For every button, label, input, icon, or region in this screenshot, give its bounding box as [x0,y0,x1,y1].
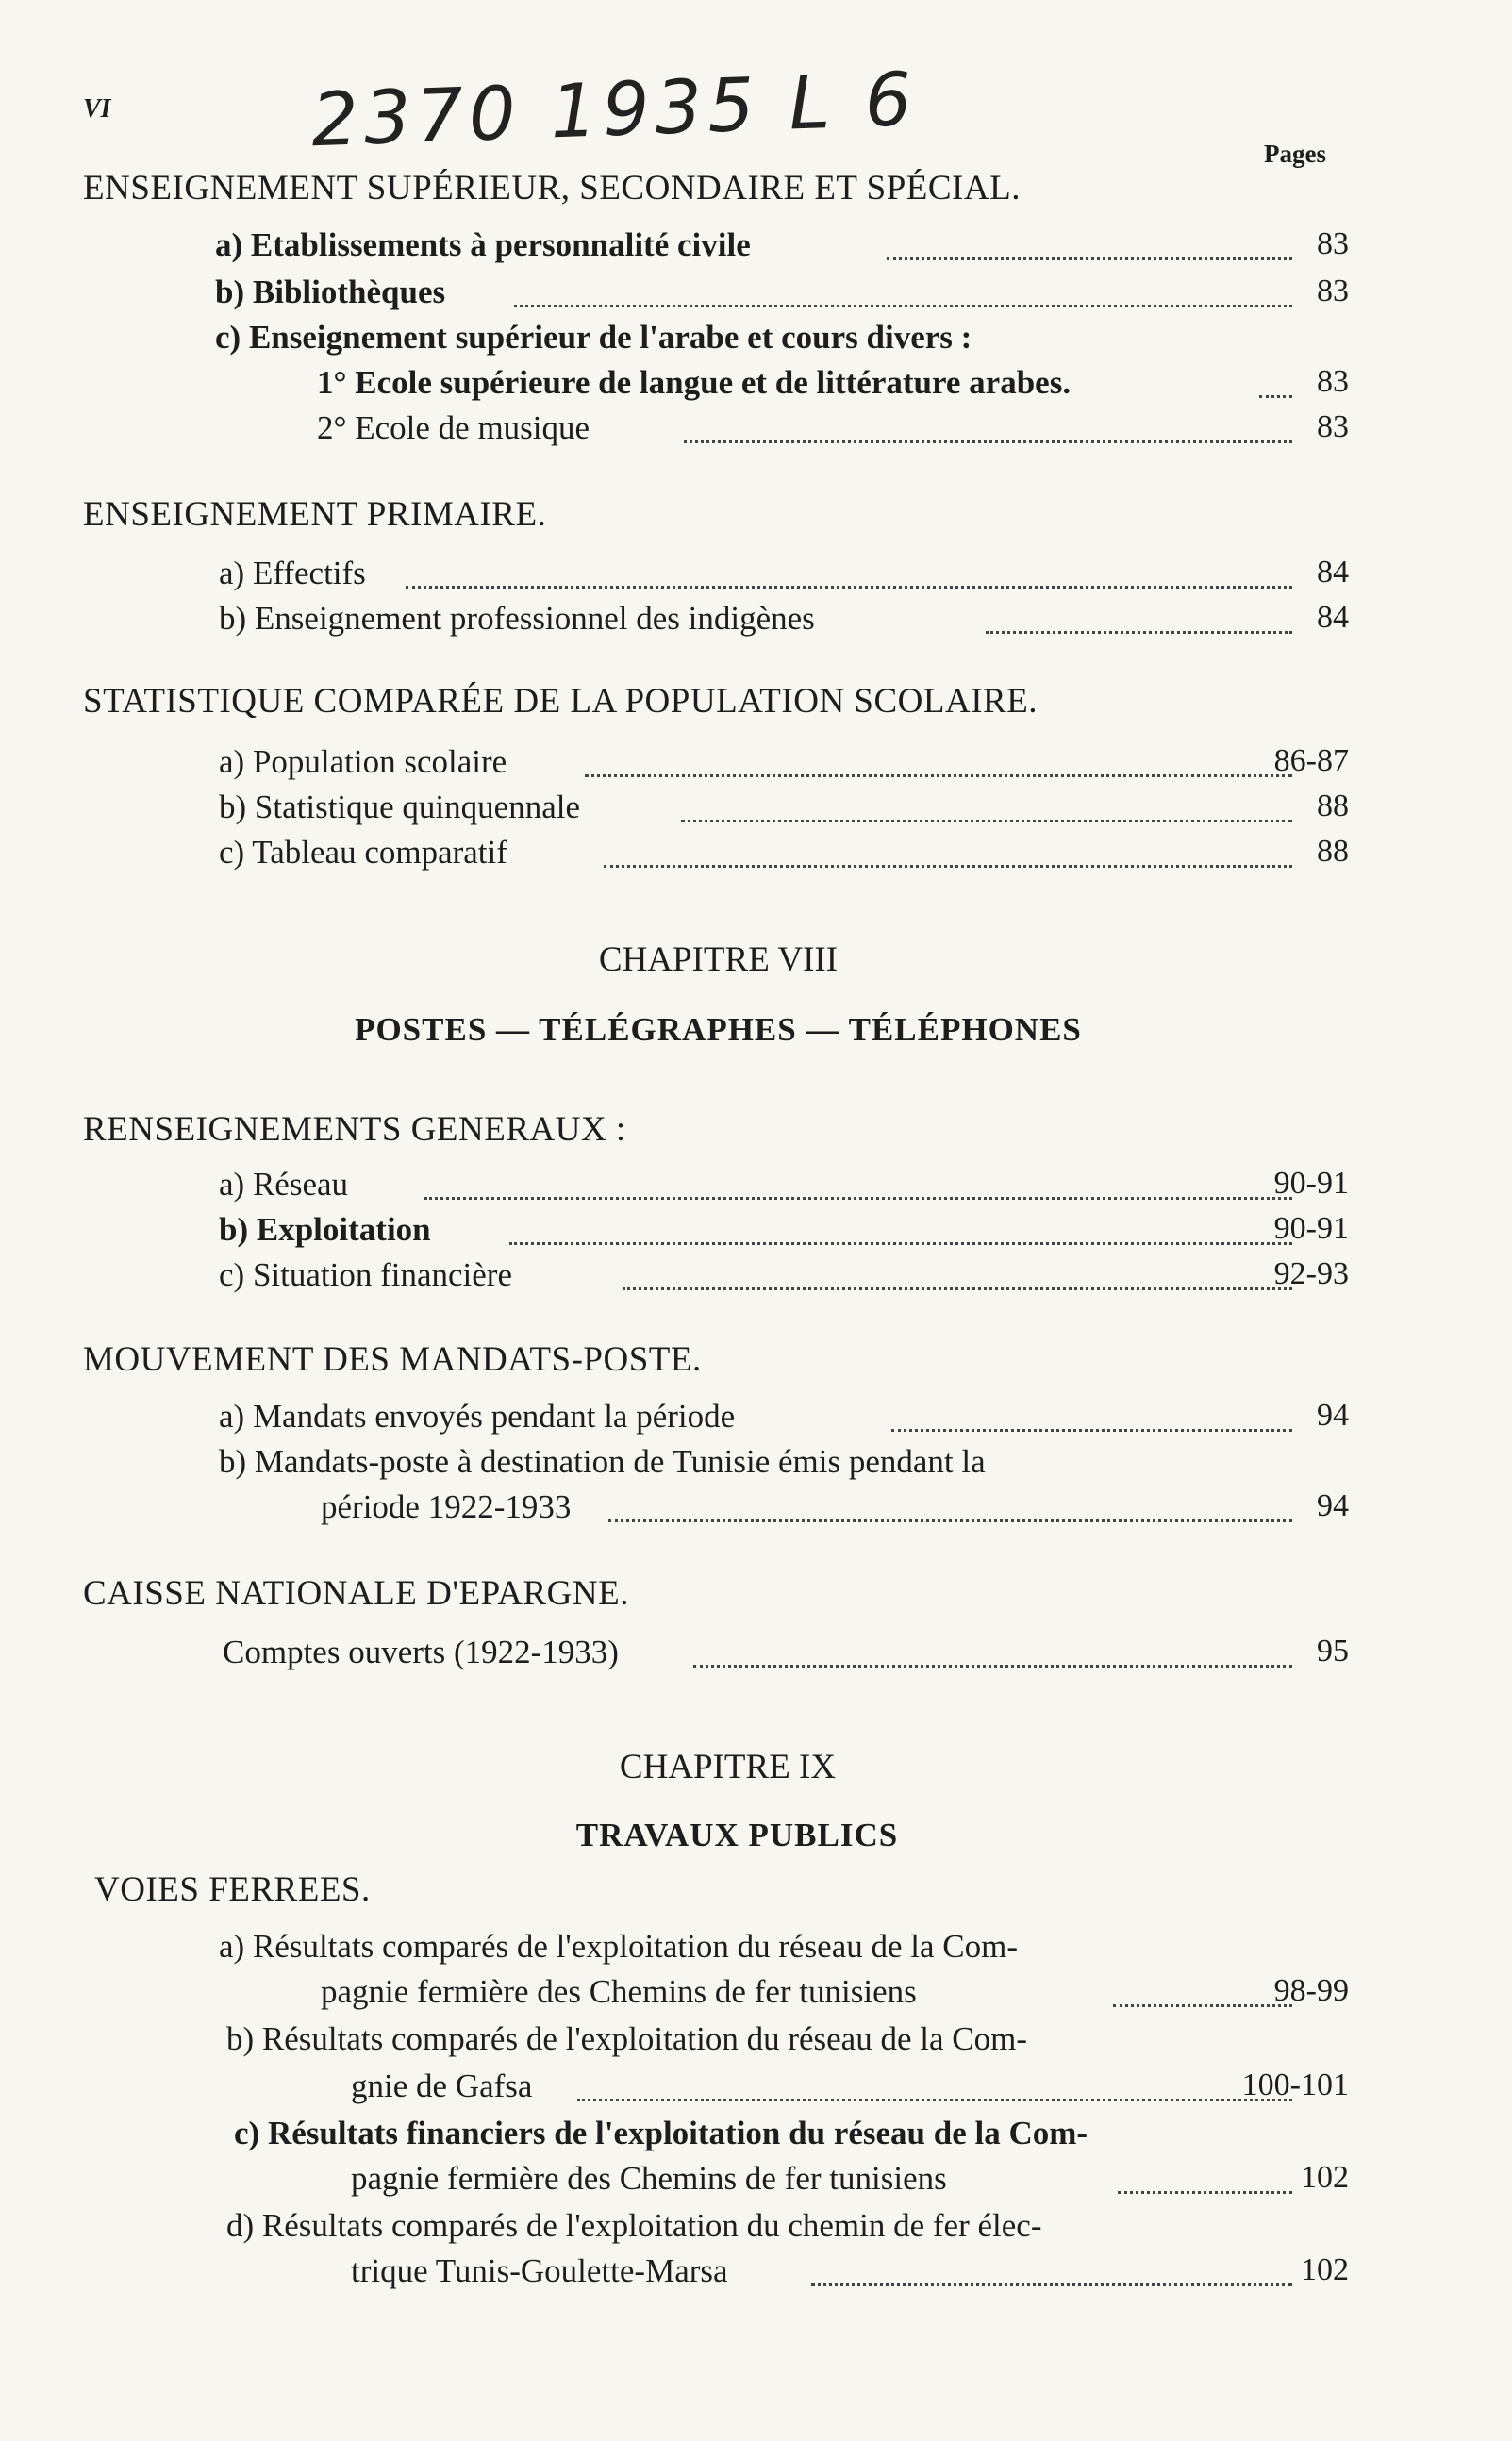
toc-entry-page: 94 [1317,1398,1349,1433]
toc-entry-label: trique Tunis-Goulette-Marsa [351,2252,728,2289]
toc-entry [0,2207,1396,2249]
section-title-renseignements: RENSEIGNEMENTS GENERAUX : [83,1110,626,1149]
toc-entry-label: a) Mandats envoyés pendant la période [219,1398,736,1435]
toc-entry [0,789,1396,830]
toc-entry [0,743,1396,785]
toc-entry [0,1398,1396,1439]
toc-entry-page: 95 [1317,1634,1349,1669]
toc-entry-label: c) Situation financière [219,1256,512,1293]
chapter-title-postes: POSTES — TÉLÉGRAPHES — TÉLÉPHONES [355,1011,1082,1048]
toc-entry [0,1166,1396,1207]
toc-entry-page: 86-87 [1273,743,1349,778]
toc-entry-page: 84 [1317,555,1349,589]
dot-leader [577,2099,1292,2101]
toc-entry-label: a) Résultats comparés de l'exploitation du réseau de la Com- [219,1928,1019,1965]
dot-leader [1118,2191,1292,2194]
dot-leader [891,1429,1292,1432]
toc-entry-label: b) Résultats comparés de l'exploitation du réseau de la Com- [226,2020,1027,2057]
section-title-voies-ferrees: VOIES FERREES. [94,1870,371,1909]
toc-entry-label: b) Statistique quinquennale [219,789,580,825]
toc-entry-page: 102 [1301,2160,1349,2195]
toc-entry [0,2115,1396,2156]
toc-entry-page: 88 [1317,789,1349,823]
toc-entry-label: 1° Ecole supérieure de langue et de littérature arabes. [317,364,1072,401]
toc-entry-page: 98-99 [1273,1973,1349,2008]
toc-entry-page: 88 [1317,834,1349,869]
toc-entry-page: 92-93 [1273,1256,1349,1291]
toc-entry-page: 102 [1301,2252,1349,2287]
dot-leader [684,440,1292,443]
section-title-enseignement-superieur: ENSEIGNEMENT SUPÉRIEUR, SECONDAIRE ET SPÉCIAL. [83,169,1021,208]
toc-entry [0,364,1396,406]
toc-entry-label: 2° Ecole de musique [317,409,590,446]
toc-entry-page: 83 [1317,364,1349,399]
page-number: VI [83,94,111,124]
toc-entry-page: 83 [1317,409,1349,444]
toc-entry-page: 94 [1317,1488,1349,1523]
dot-leader [986,631,1292,634]
toc-entry-label: d) Résultats comparés de l'exploitation du chemin de fer élec- [226,2207,1042,2244]
toc-entry-page: 90-91 [1273,1211,1349,1246]
dot-leader [887,257,1292,260]
dot-leader [585,774,1292,777]
toc-entry-label: Comptes ouverts (1922-1933) [223,1634,619,1670]
toc-entry-label: a) Population scolaire [219,743,507,780]
chapter-title-travaux: TRAVAUX PUBLICS [575,1817,899,1853]
dot-leader [509,1242,1292,1245]
section-title-enseignement-primaire: ENSEIGNEMENT PRIMAIRE. [83,495,547,534]
pages-column-label: Pages [1264,140,1326,168]
toc-entry-continuation [0,2067,1396,2109]
toc-entry [0,226,1396,268]
dot-leader [604,865,1292,868]
toc-entry [0,834,1396,875]
dot-leader [693,1665,1292,1668]
handwritten-note: 2370 1935 L 6 [309,57,919,164]
toc-entry [0,1443,1396,1485]
toc-entry-label: période 1922-1933 [321,1488,572,1525]
toc-entry-page: 83 [1317,226,1349,261]
section-title-statistique: STATISTIQUE COMPARÉE DE LA POPULATION SCOLAIRE. [83,682,1038,721]
toc-entry [0,409,1396,451]
toc-entry-label: b) Exploitation [219,1211,431,1248]
toc-entry [0,1211,1396,1253]
dot-leader [514,305,1292,307]
dot-leader [811,2283,1292,2286]
section-title-caisse: CAISSE NATIONALE D'EPARGNE. [83,1574,629,1613]
toc-entry-label: pagnie fermière des Chemins de fer tunisiens [321,1973,917,2010]
toc-entry-page: 90-91 [1273,1166,1349,1201]
toc-entry-continuation [0,1488,1396,1530]
toc-entry [0,1256,1396,1298]
dot-leader [681,820,1292,822]
toc-entry-page: 84 [1317,600,1349,635]
dot-leader [1113,2004,1292,2007]
toc-entry-page: 83 [1317,274,1349,308]
toc-entry [0,1928,1396,1969]
toc-entry-label: b) Enseignement professionnel des indigènes [219,600,815,637]
chapter-heading-viii: CHAPITRE VIII [598,940,839,979]
dot-leader [608,1519,1292,1522]
toc-entry-label: c) Tableau comparatif [219,834,507,871]
toc-entry-label: b) Bibliothèques [215,274,446,310]
toc-entry [0,555,1396,596]
toc-entry-label: a) Etablissements à personnalité civile [215,226,751,263]
toc-entry-label: c) Enseignement supérieur de l'arabe et cours divers : [215,319,972,356]
chapter-heading-ix: CHAPITRE IX [619,1748,837,1786]
toc-entry [0,1634,1396,1675]
toc-entry [0,2020,1396,2062]
toc-entry-continuation [0,1973,1396,2015]
toc-entry-continuation [0,2160,1396,2201]
dot-leader [623,1287,1292,1290]
toc-entry-continuation [0,2252,1396,2294]
toc-entry [0,319,1396,360]
toc-entry-label: gnie de Gafsa [351,2067,533,2104]
toc-entry-label: a) Réseau [219,1166,349,1203]
toc-entry-label: c) Résultats financiers de l'exploitation du réseau de la Com- [234,2115,1088,2151]
toc-entry-page: 100-101 [1241,2067,1349,2102]
toc-entry [0,274,1396,315]
toc-entry-label: pagnie fermière des Chemins de fer tunisiens [351,2160,947,2197]
toc-entry-label: b) Mandats-poste à destination de Tunisie émis pendant la [219,1443,986,1480]
toc-entry-label: a) Effectifs [219,555,366,591]
dot-leader [406,586,1292,589]
dot-leader [1259,395,1292,398]
toc-entry [0,600,1396,641]
dot-leader [424,1197,1292,1200]
section-title-mandats: MOUVEMENT DES MANDATS-POSTE. [83,1340,702,1379]
